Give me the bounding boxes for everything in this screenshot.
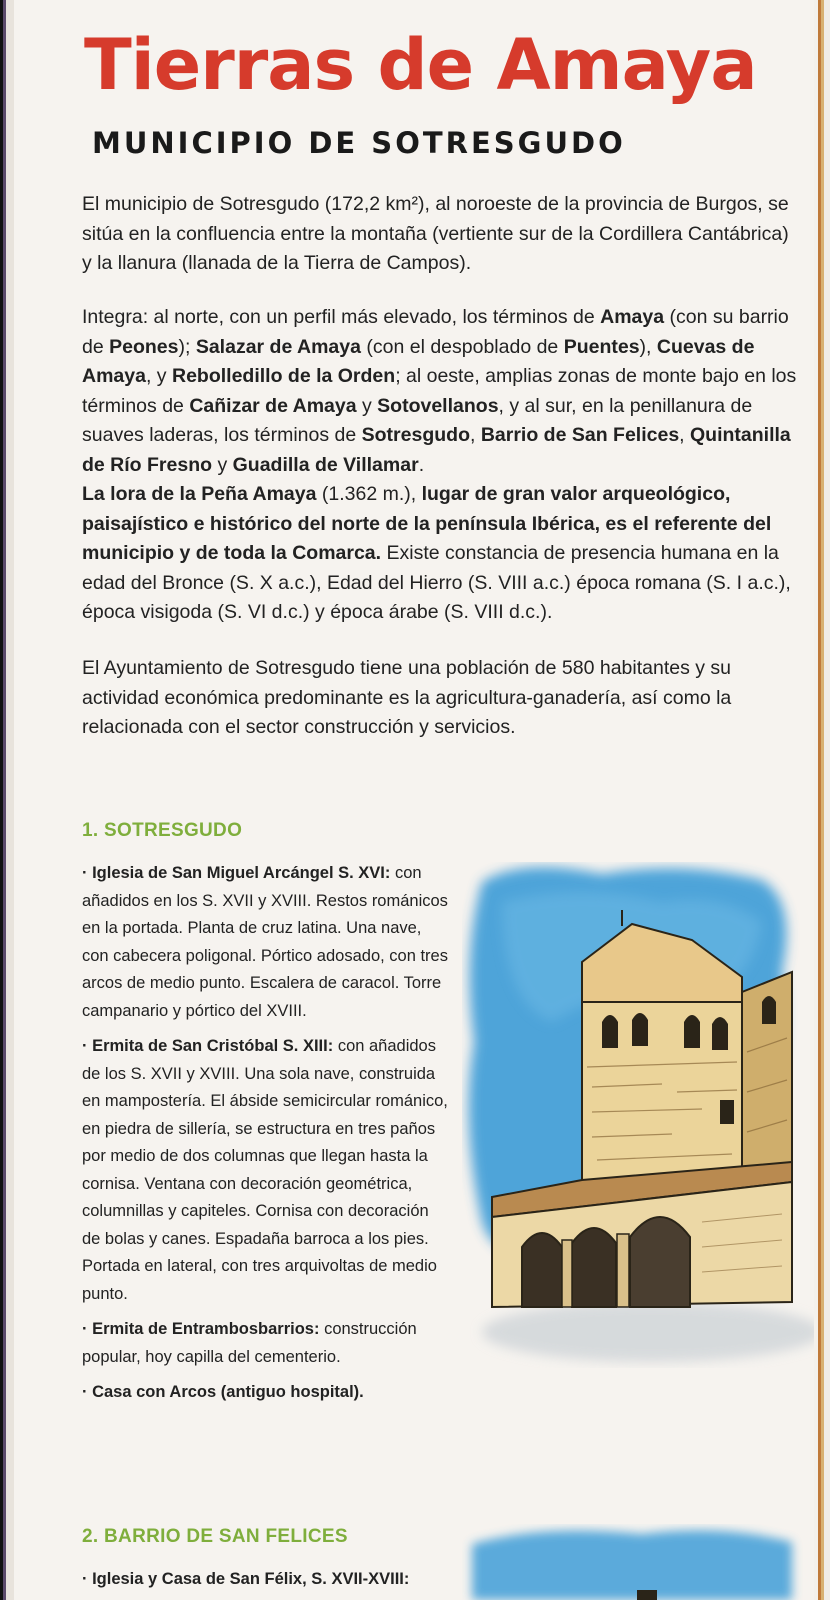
bold-text: Guadilla de Villamar xyxy=(232,453,419,476)
item-text: con añadidos de los S. XVII y XVIII. Una sola nave, construida en mampostería. El ábside semicircular románico, en piedra de sillería, se estructura en tres paños por medio de dos columnas que llegan hasta la cornisa. Ventana con decoración geométrica, columnillas y capiteles. Cornisa con decoración de bolas y canes. Espadaña barroca a los pies. Portada en lateral, con tres arquivoltas de medio punto. xyxy=(82,1037,448,1303)
item-title: · Ermita de San Cristóbal S. XIII: xyxy=(82,1037,334,1055)
item-text: construcción popular, hoy capilla del cementerio. xyxy=(82,1320,417,1366)
list-item xyxy=(82,1566,448,1593)
sotresgudo-monuments-list xyxy=(82,860,448,1415)
text: (con su barrio de xyxy=(82,306,789,358)
brochure-page xyxy=(14,0,814,1600)
text: ), xyxy=(639,335,657,358)
list-item xyxy=(82,1033,448,1308)
bold-text: Sotovellanos xyxy=(377,394,499,417)
bold-text: Puentes xyxy=(563,335,640,358)
bold-text: Rebolledillo de la Orden xyxy=(171,365,396,387)
text: y xyxy=(212,453,233,476)
text: Integra: al norte, con un perfil más elevado, los términos de xyxy=(82,306,601,328)
item-title: · Iglesia de San Miguel Arcángel S. XVI: xyxy=(82,864,391,882)
text: , y al sur, en la penillanura de suaves laderas, los términos de xyxy=(82,394,753,446)
list-item xyxy=(82,860,448,1025)
text: ); xyxy=(178,335,196,358)
text: Existe constancia de presencia humana en la edad del Bronce (S. X a.c.), Edad del Hierro (S. VIII a.c.) época romana (S. I a.c.), época visigoda (S. VI d.c.) y época árabe (S. VIII d.c.). xyxy=(82,542,791,623)
text: , y xyxy=(145,365,172,387)
sky-wash xyxy=(472,1530,792,1600)
bold-text: Cuevas de Amaya xyxy=(82,335,755,387)
intro-paragraph-3: El Ayuntamiento de Sotresgudo tiene una población de 580 habitantes y su actividad económica predominante es la agricultura-ganadería, así como la relacionada con el sector construcción y servicios. xyxy=(82,657,732,738)
list-item xyxy=(82,1316,448,1371)
item-title: · Casa con Arcos (antiguo hospital). xyxy=(82,1383,364,1401)
church-illustration xyxy=(462,862,814,1382)
section-heading-barrio-san-felices: 2. BARRIO DE SAN FELICES xyxy=(82,1526,348,1547)
bold-text: Salazar de Amaya xyxy=(195,335,361,358)
section-heading-sotresgudo: 1. SOTRESGUDO xyxy=(82,820,243,841)
bold-text: lugar de gran valor arqueológico, paisajístico e histórico del norte de la península Ibérica, es el referente del municipio y de toda la Comarca. xyxy=(82,483,772,564)
bold-text: Cañizar de Amaya xyxy=(189,394,357,417)
text: (con el despoblado de xyxy=(360,335,564,358)
intro-paragraph-1: El municipio de Sotresgudo (172,2 km²), al noroeste de la provincia de Burgos, se sitúa en la confluencia entre la montaña (vertiente sur de la Cordillera Cantábrica) y la llanura (llanada de la Tierra de Campos). xyxy=(82,193,789,274)
text: . xyxy=(418,453,425,476)
text: (1.362 m.), xyxy=(316,483,422,505)
text: , xyxy=(679,424,691,446)
item-text: con añadidos en los S. XVII y XVIII. Restos románicos en la portada. Planta de cruz latina. Una nave, con cabecera poligonal. Pórtico adosado, con tres arcos de medio punto. Escalera de caracol. Torre campanario y pórtico del XVIII. xyxy=(82,864,448,1020)
list-item xyxy=(82,1379,448,1407)
bold-text: Peones xyxy=(109,335,179,358)
bold-text: Barrio de San Felices xyxy=(480,424,680,446)
roof-peak xyxy=(637,1590,657,1600)
text: y xyxy=(356,394,378,417)
church-illustration-partial xyxy=(462,1524,814,1600)
bold-text: La lora de la Peña Amaya xyxy=(82,483,317,505)
page-right-edge xyxy=(814,0,830,1600)
bold-text: Amaya xyxy=(600,306,665,328)
text: , xyxy=(469,424,481,446)
text: ; al oeste, amplias zonas de monte bajo en los términos de xyxy=(82,365,797,417)
intro-paragraph-2 xyxy=(82,303,802,628)
page-subtitle: MUNICIPIO DE SOTRESGUDO xyxy=(92,126,626,160)
page-left-edge xyxy=(0,0,14,1600)
item-title: · Iglesia y Casa de San Félix, S. XVII-XVIII: xyxy=(82,1570,410,1588)
bold-text: Sotresgudo xyxy=(361,424,470,446)
item-title: · Ermita de Entrambosbarrios: xyxy=(82,1320,320,1338)
ground-wash xyxy=(482,1302,814,1362)
bold-text: Quintanilla de Río Fresno xyxy=(82,424,791,476)
page-title: Tierras de Amaya xyxy=(84,24,757,106)
